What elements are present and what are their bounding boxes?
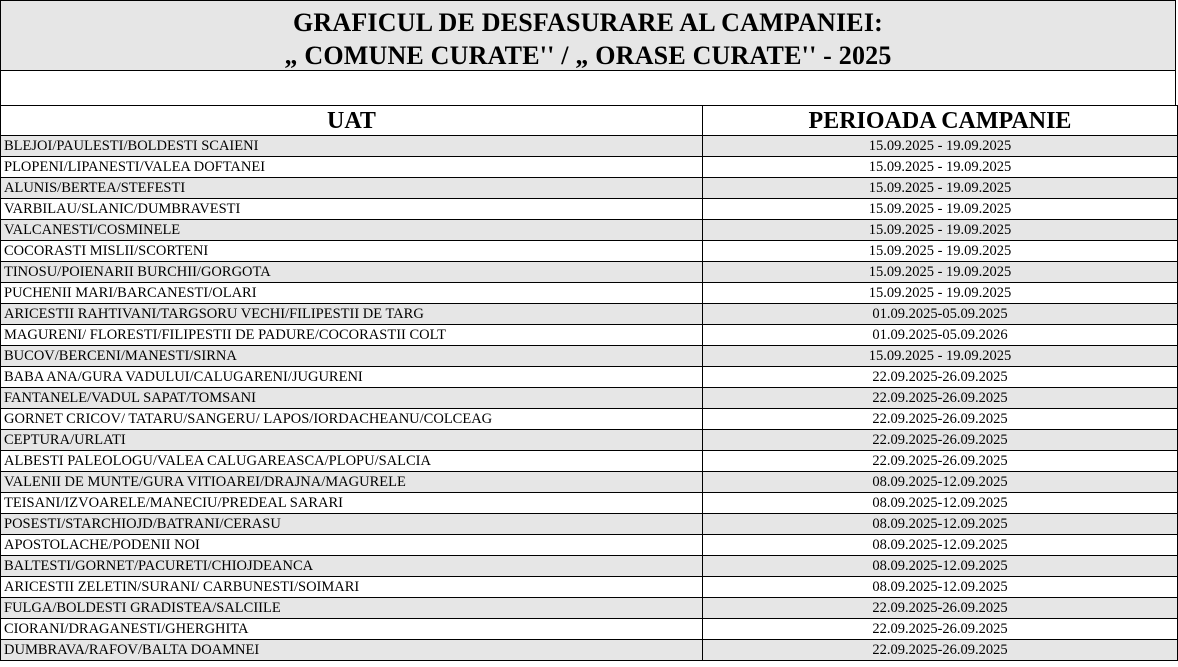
uat-cell: ARICESTII RAHTIVANI/TARGSORU VECHI/FILIPESTII DE TARG (1, 304, 703, 325)
table-row (1, 367, 1178, 388)
period-cell: 15.09.2025 - 19.09.2025 (703, 157, 1178, 178)
uat-cell: ARICESTII ZELETIN/SURANI/ CARBUNESTI/SOIMARI (1, 577, 703, 598)
table-row (1, 556, 1178, 577)
table-row (1, 220, 1178, 241)
table-row (1, 409, 1178, 430)
uat-cell: FULGA/BOLDESTI GRADISTEA/SALCIILE (1, 598, 703, 619)
uat-cell: BLEJOI/PAULESTI/BOLDESTI SCAIENI (1, 136, 703, 157)
title-line-2: „ COMUNE CURATE'' / „ ORASE CURATE'' - 2025 (284, 41, 892, 70)
period-cell: 15.09.2025 - 19.09.2025 (703, 262, 1178, 283)
table-row (1, 136, 1178, 157)
table-row (1, 472, 1178, 493)
uat-cell: PLOPENI/LIPANESTI/VALEA DOFTANEI (1, 157, 703, 178)
table-row (1, 514, 1178, 535)
uat-cell: BUCOV/BERCENI/MANESTI/SIRNA (1, 346, 703, 367)
table-row (1, 430, 1178, 451)
table-row (1, 241, 1178, 262)
table-row (1, 640, 1178, 661)
period-cell: 15.09.2025 - 19.09.2025 (703, 346, 1178, 367)
uat-cell: GORNET CRICOV/ TATARU/SANGERU/ LAPOS/IORDACHEANU/COLCEAG (1, 409, 703, 430)
table-row (1, 619, 1178, 640)
period-cell: 15.09.2025 - 19.09.2025 (703, 283, 1178, 304)
period-cell: 15.09.2025 - 19.09.2025 (703, 241, 1178, 262)
period-cell: 15.09.2025 - 19.09.2025 (703, 178, 1178, 199)
title-block (0, 0, 1176, 71)
uat-cell: APOSTOLACHE/PODENII NOI (1, 535, 703, 556)
table-row (1, 325, 1178, 346)
uat-cell: VARBILAU/SLANIC/DUMBRAVESTI (1, 199, 703, 220)
uat-cell: DUMBRAVA/RAFOV/BALTA DOAMNEI (1, 640, 703, 661)
uat-cell: POSESTI/STARCHIOJD/BATRANI/CERASU (1, 514, 703, 535)
uat-cell: FANTANELE/VADUL SAPAT/TOMSANI (1, 388, 703, 409)
table-row (1, 304, 1178, 325)
table-row (1, 283, 1178, 304)
period-cell: 08.09.2025-12.09.2025 (703, 577, 1178, 598)
table-row (1, 388, 1178, 409)
period-cell: 15.09.2025 - 19.09.2025 (703, 220, 1178, 241)
uat-cell: ALBESTI PALEOLOGU/VALEA CALUGAREASCA/PLOPU/SALCIA (1, 451, 703, 472)
period-cell: 08.09.2025-12.09.2025 (703, 556, 1178, 577)
period-cell: 08.09.2025-12.09.2025 (703, 514, 1178, 535)
period-cell: 22.09.2025-26.09.2025 (703, 640, 1178, 661)
table-row (1, 346, 1178, 367)
uat-cell: MAGURENI/ FLORESTI/FILIPESTII DE PADURE/COCORASTII COLT (1, 325, 703, 346)
table-row (1, 199, 1178, 220)
period-cell: 08.09.2025-12.09.2025 (703, 472, 1178, 493)
period-cell: 01.09.2025-05.09.2026 (703, 325, 1178, 346)
table-row (1, 451, 1178, 472)
period-cell: 22.09.2025-26.09.2025 (703, 598, 1178, 619)
uat-cell: PUCHENII MARI/BARCANESTI/OLARI (1, 283, 703, 304)
period-cell: 22.09.2025-26.09.2025 (703, 367, 1178, 388)
uat-cell: BABA ANA/GURA VADULUI/CALUGARENI/JUGURENI (1, 367, 703, 388)
uat-cell: CEPTURA/URLATI (1, 430, 703, 451)
period-cell: 08.09.2025-12.09.2025 (703, 535, 1178, 556)
header-row (1, 106, 1178, 136)
uat-cell: TINOSU/POIENARII BURCHII/GORGOTA (1, 262, 703, 283)
title-line-1: GRAFICUL DE DESFASURARE AL CAMPANIEI: (292, 8, 884, 37)
table-row (1, 535, 1178, 556)
table-row (1, 157, 1178, 178)
period-cell: 22.09.2025-26.09.2025 (703, 451, 1178, 472)
uat-cell: VALENII DE MUNTE/GURA VITIOAREI/DRAJNA/MAGURELE (1, 472, 703, 493)
period-cell: 01.09.2025-05.09.2025 (703, 304, 1178, 325)
period-cell: 22.09.2025-26.09.2025 (703, 430, 1178, 451)
period-cell: 22.09.2025-26.09.2025 (703, 409, 1178, 430)
table-row (1, 178, 1178, 199)
period-cell: 22.09.2025-26.09.2025 (703, 388, 1178, 409)
uat-cell: COCORASTI MISLII/SCORTENI (1, 241, 703, 262)
period-cell: 22.09.2025-26.09.2025 (703, 619, 1178, 640)
empty-row (0, 71, 1176, 105)
table-row (1, 598, 1178, 619)
campaign-table (0, 105, 1178, 661)
table-row (1, 262, 1178, 283)
header-uat: UAT (1, 106, 703, 136)
table-row (1, 493, 1178, 514)
uat-cell: TEISANI/IZVOARELE/MANECIU/PREDEAL SARARI (1, 493, 703, 514)
period-cell: 15.09.2025 - 19.09.2025 (703, 199, 1178, 220)
uat-cell: VALCANESTI/COSMINELE (1, 220, 703, 241)
table-body (1, 136, 1178, 661)
period-cell: 08.09.2025-12.09.2025 (703, 493, 1178, 514)
uat-cell: ALUNIS/BERTEA/STEFESTI (1, 178, 703, 199)
uat-cell: BALTESTI/GORNET/PACURETI/CHIOJDEANCA (1, 556, 703, 577)
period-cell: 15.09.2025 - 19.09.2025 (703, 136, 1178, 157)
uat-cell: CIORANI/DRAGANESTI/GHERGHITA (1, 619, 703, 640)
header-period: PERIOADA CAMPANIE (703, 106, 1178, 136)
table-row (1, 577, 1178, 598)
